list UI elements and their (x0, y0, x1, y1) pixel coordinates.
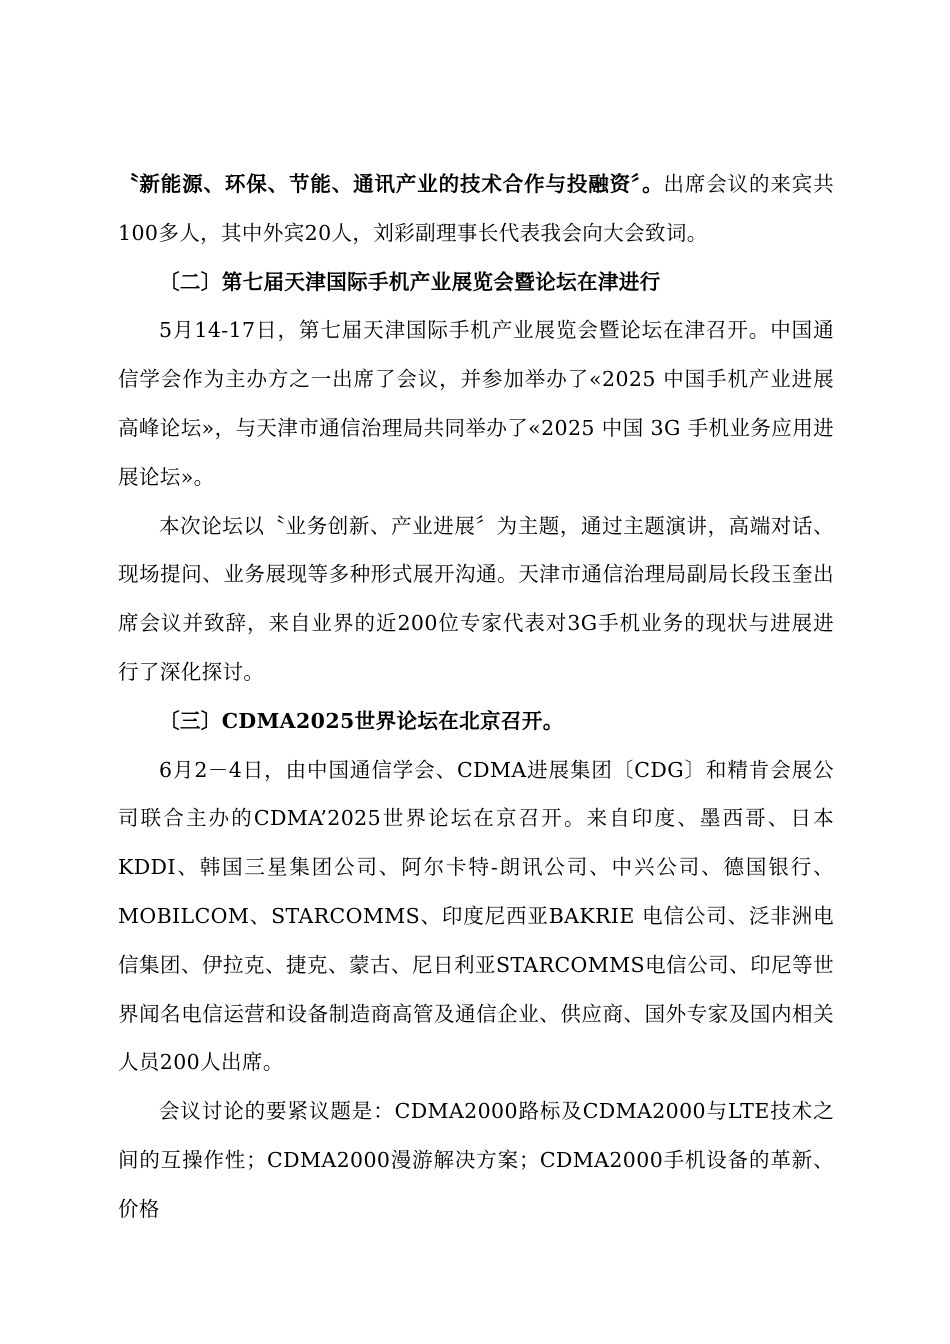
paragraph-continuation (118, 160, 834, 258)
bold-lead-text: 〝新能源、环保、节能、通讯产业的技术合作与投融资〞。 (118, 172, 664, 196)
paragraph-tianjin-forum: 5月14-17日，第七届天津国际手机产业展览会暨论坛在津召开。中国通信学会作为主办方之一出席了会议，并参加举办了«2025 中国手机产业进展高峰论坛»，与天津市通信治理局共同举办了«2025 中国 3G 手机业务应用进展论坛»。 (118, 318, 834, 489)
section-heading-2: 〔二〕第七届天津国际手机产业展览会暨论坛在津进行 (159, 269, 661, 294)
paragraph-agenda: 会议讨论的要紧议题是：CDMA2000路标及CDMA2000与LTE技术之间的互操作性；CDMA2000漫游解决方案；CDMA2000手机设备的革新、价格 (118, 1099, 834, 1221)
paragraph-text: 出席会议的来宾共100多人，其中外宾20人，刘彩副理事长代表我会向大会致词。 (118, 172, 835, 245)
paragraph-forum-theme: 本次论坛以〝业务创新、产业进展〞为主题，通过主题演讲，高端对话、现场提问、业务展现等多种形式展开沟通。天津市通信治理局副局长段玉奎出席会议并致辞，来自业界的近200位专家代表对3G手机业务的现状与进展进行了深化探讨。 (118, 513, 834, 684)
section-heading-3: 〔三〕CDMA2025世界论坛在北京召开。 (159, 708, 564, 733)
paragraph-cdma-forum: 6月2－4日，由中国通信学会、CDMA进展集团〔CDG〕和精肯会展公司联合主办的CDMA’2025世界论坛在京召开。来自印度、墨西哥、日本KDDI、韩国三星集团公司、阿尔卡特-朗讯公司、中兴公司、德国银行、MOBILCOM、STARCOMMS、印度尼西亚BAKRIE 电信公司、泛非洲电信集团、伊拉克、捷克、蒙古、尼日利亚STARCOMMS电信公司、印尼等世界闻名电信运营和设备制造商高管及通信企业、供应商、国外专家及国内相关人员200人出席。 (118, 757, 834, 1075)
document-page (118, 160, 834, 1234)
